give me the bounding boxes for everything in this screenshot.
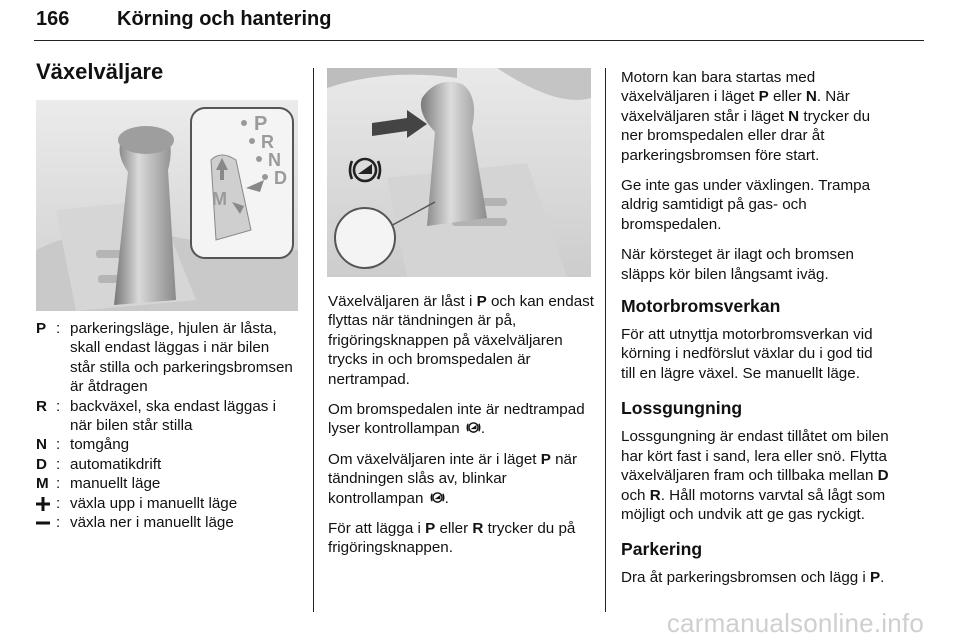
legend-text-minus: växla ner i manuellt läge [70,514,234,532]
column-divider-left [313,68,314,612]
paragraph-parking: Dra åt parkeringsbromsen och lägg i P. [621,569,885,587]
legend-text-p: parkeringsläge, hjulen är låsta, skall endast läggas i när bilen står stilla och parkeringsbromsen är åtdragen [70,320,293,396]
brake-lamp-icon [430,490,445,505]
gear-selector-figure [36,100,298,311]
gear-position-legend [36,319,298,532]
column-3-text [621,68,889,599]
column-divider-right [605,68,606,612]
watermark: carmanualsonline.info [666,608,924,638]
inset-label-r: R [261,132,274,152]
legend-row-m: M : manuellt läge [36,474,298,493]
release-button-figure [327,68,591,277]
legend-text-plus: växla upp i manuellt läge [70,494,238,512]
legend-row-n: N : tomgång [36,435,298,454]
page-number: 166 [36,8,70,30]
legend-text-n: tomgång [70,436,130,454]
paragraph-lamp-lights: Om bromspedalen inte är nedtrampad lyser kontrollampan . [328,401,585,438]
heading-engine-braking: Motorbromsverkan [621,296,781,317]
legend-key-r: R [36,397,47,415]
legend-text-r: backväxel, ska endast läggas i när bilen står stilla [70,397,276,435]
heading-rocking: Lossgungning [621,398,743,419]
header-rule [34,40,924,41]
paragraph-no-throttle: Ge inte gas under växlingen. Trampa aldrig samtidigt på gas- och bromspedalen. [621,177,871,233]
paragraph-creep: När körsteget är ilagt och bromsen släpps kör bilen långsamt iväg. [621,246,854,283]
paragraph-rocking: Lossgungning är endast tillåtet om bilen har kört fast i sand, lera eller snö. Flytta växelväljaren fram och tillbaka mellan D och R. Håll motorns varvtal så lågt som möjligt och undvik att ge gas ryckigt. [621,428,889,523]
legend-key-n: N [36,436,47,454]
minus-symbol-icon [36,516,50,530]
brake-warning-lamp-icon [347,152,383,188]
plus-symbol-icon [36,497,50,511]
chapter-title: Körning och hantering [117,8,332,30]
paragraph-release-button: För att lägga i P eller R trycker du på frigöringsknappen. [328,520,576,557]
inset-label-n: N [268,150,281,170]
legend-row-plus: : växla upp i manuellt läge [36,494,298,513]
legend-key-d: D [36,455,47,473]
legend-row-d: D : automatikdrift [36,455,298,474]
legend-row-p: P : parkeringsläge, hjulen är låsta, skall endast läggas i när bilen står stilla och parkeringsbromsen är åtdragen [36,319,298,397]
legend-key-m: M [36,475,49,493]
inset-label-d: D [274,168,287,188]
paragraph-engine-start: Motorn kan bara startas med växelväljaren i läget P eller N. När växelväljaren står i läget N trycker du ner bromspedalen eller drar åt parkeringsbromsen före start. [621,69,871,164]
column-2-text [328,292,594,569]
heading-parking: Parkering [621,539,703,560]
legend-text-d: automatikdrift [70,455,162,473]
paragraph-lamp-flashes: Om växelväljaren inte är i läget P när tändningen slås av, blinkar kontrollampan . [328,450,578,507]
paragraph-engine-braking: För att utnyttja motorbromsverkan vid körning i nedförslut växlar du i god tid till en lägre växel. Se manuellt läge. [621,326,873,382]
inset-label-p: P [254,113,268,135]
paragraph-locked: Växelväljaren är låst i P och kan endast flyttas när tändningen är på, frigöringsknappen på växelväljaren trycks in och bromspedalen är nertrampad. [328,293,594,388]
legend-row-r: R : backväxel, ska endast läggas i när bilen står stilla [36,397,298,436]
brake-lamp-icon [466,420,481,435]
legend-key-p: P [36,320,47,337]
inset-label-m: M [212,189,227,209]
legend-row-minus: : växla ner i manuellt läge [36,513,298,532]
section-title: Växelväljare [36,59,164,84]
legend-text-m: manuellt läge [70,475,161,493]
